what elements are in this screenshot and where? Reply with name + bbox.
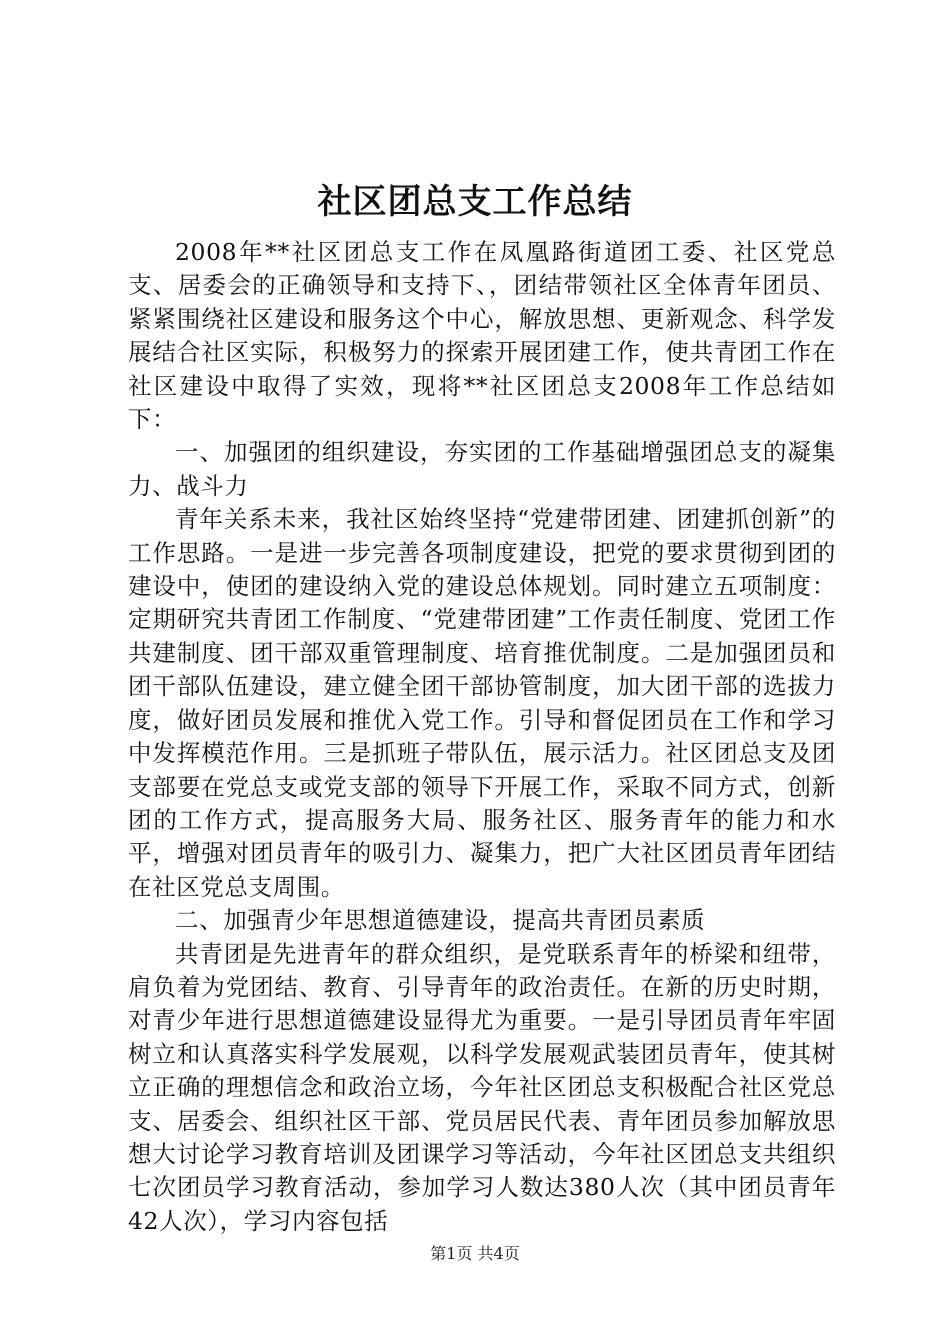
document-title: 社区团总支工作总结 — [317, 182, 633, 222]
section-heading-2: 二、加强青少年思想道德建设，提高共青团员素质 — [175, 906, 706, 935]
document-body — [128, 236, 836, 1238]
section-heading-1: 一、加强团的组织建设，夯实团的工作基础增强团总支的凝集力、战斗力 — [128, 438, 836, 500]
page-number-footer: 第1页 共4页 — [430, 1244, 520, 1263]
paragraph-section-2: 共青团是先进青年的群众组织，是党联系青年的桥梁和纽带，肩负着为党团结、教育、引导青年的政治责任。在新的历史时期，对青少年进行思想道德建设显得尤为重要。一是引导团员青年牢固树立和认真落实科学发展观，以科学发展观武装团员青年，使其树立正确的理想信念和政治立场，今年社区团总支积极配合社区党总支、居委会、组织社区干部、党员居民代表、青年团员参加解放思想大讨论学习教育培训及团课学习等活动，今年社区团总支共组织七次团员学习教育活动，参加学习人数达380人次（其中团员青年42人次），学习内容包括 — [128, 939, 836, 1235]
paragraph-section-1: 青年关系未来，我社区始终坚持“党建带团建、团建抓创新”的工作思路。一是进一步完善各项制度建设，把党的要求贯彻到团的建设中，使团的建设纳入党的建设总体规划。同时建立五项制度：定期研究共青团工作制度、“党建带团建”工作责任制度、党团工作共建制度、团干部双重管理制度、培育推优制度。二是加强团员和团干部队伍建设，建立健全团干部协管制度，加大团干部的选拔力度，做好团员发展和推优入党工作。引导和督促团员在工作和学习中发挥模范作用。三是抓班子带队伍，展示活力。社区团总支及团支部要在党总支或党支部的领导下开展工作，采取不同方式，创新团的工作方式，提高服务大局、服务社区、服务青年的能力和水平，增强对团员青年的吸引力、凝集力，把广大社区团员青年团结在社区党总支周围。 — [128, 505, 836, 901]
paragraph-intro: 2008年**社区团总支工作在凤凰路街道团工委、社区党总支、居委会的正确领导和支持下、，团结带领社区全体青年团员、紧紧围绕社区建设和服务这个中心，解放思想、更新观念、科学发展结合社区实际，积极努力的探索开展团建工作，使共青团工作在社区建设中取得了实效，现将**社区团总支2008年工作总结如下： — [128, 238, 836, 434]
